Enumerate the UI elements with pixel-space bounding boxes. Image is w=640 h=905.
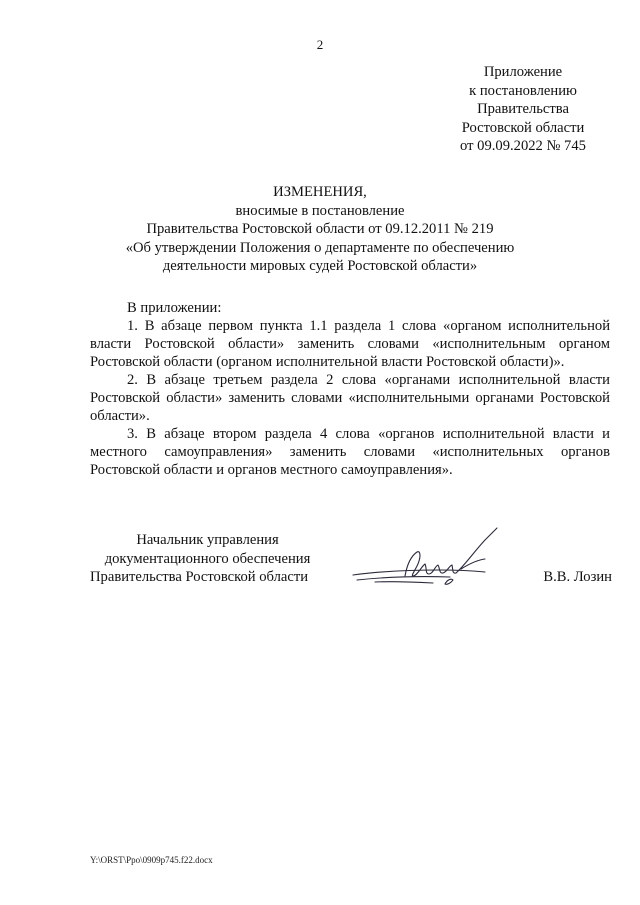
file-path: Y:\ORST\Ppo\0909p745.f22.docx	[90, 855, 213, 865]
page-number: 2	[316, 37, 324, 52]
signer-title-line: документационного обеспечения	[104, 550, 311, 567]
amendment-item: 2. В абзаце третьем раздела 2 слова «органами исполнительной власти Ростовской области» заменить словами «исполнительными органами Ростовской области».	[90, 372, 610, 424]
signer-title-line: Правительства Ростовской области	[90, 569, 309, 585]
appendix-line: Ростовской области	[461, 119, 585, 136]
appendix-line: Правительства	[477, 101, 569, 117]
document-body	[90, 299, 610, 479]
appendix-block	[440, 63, 606, 156]
heading-line: деятельности мировых судей Ростовской области»	[162, 258, 478, 274]
amendment-item: 3. В абзаце втором раздела 4 слова «органов исполнительной власти и местного самоуправления» заменить словами «исполнительных органов Ростовской области и органов местного самоуправления».	[90, 426, 610, 478]
document-heading	[90, 183, 550, 276]
signer-name: В.В. Лозин	[543, 569, 612, 585]
heading-line: вносимые в постановление	[235, 202, 405, 219]
signer-title-block	[90, 531, 325, 587]
signer-title-line: Начальник управления	[136, 532, 279, 548]
appendix-line: к постановлению	[469, 82, 577, 99]
heading-line: «Об утверждении Положения о департаменте по обеспечению	[125, 239, 515, 256]
amendment-item: 1. В абзаце первом пункта 1.1 раздела 1 слова «органом исполнительной власти Ростовской области» заменить словами «исполнительным органом Ростовской области (органом исполнительной власти Ростовской области)».	[90, 318, 610, 370]
heading-line: Правительства Ростовской области от 09.12.2011 № 219	[146, 221, 494, 237]
body-lead: В приложении:	[127, 300, 222, 316]
heading-title: ИЗМЕНЕНИЯ,	[273, 184, 367, 200]
appendix-line: Приложение	[483, 64, 563, 80]
handwritten-signature	[345, 520, 520, 600]
appendix-line: от 09.09.2022 № 745	[460, 138, 586, 154]
